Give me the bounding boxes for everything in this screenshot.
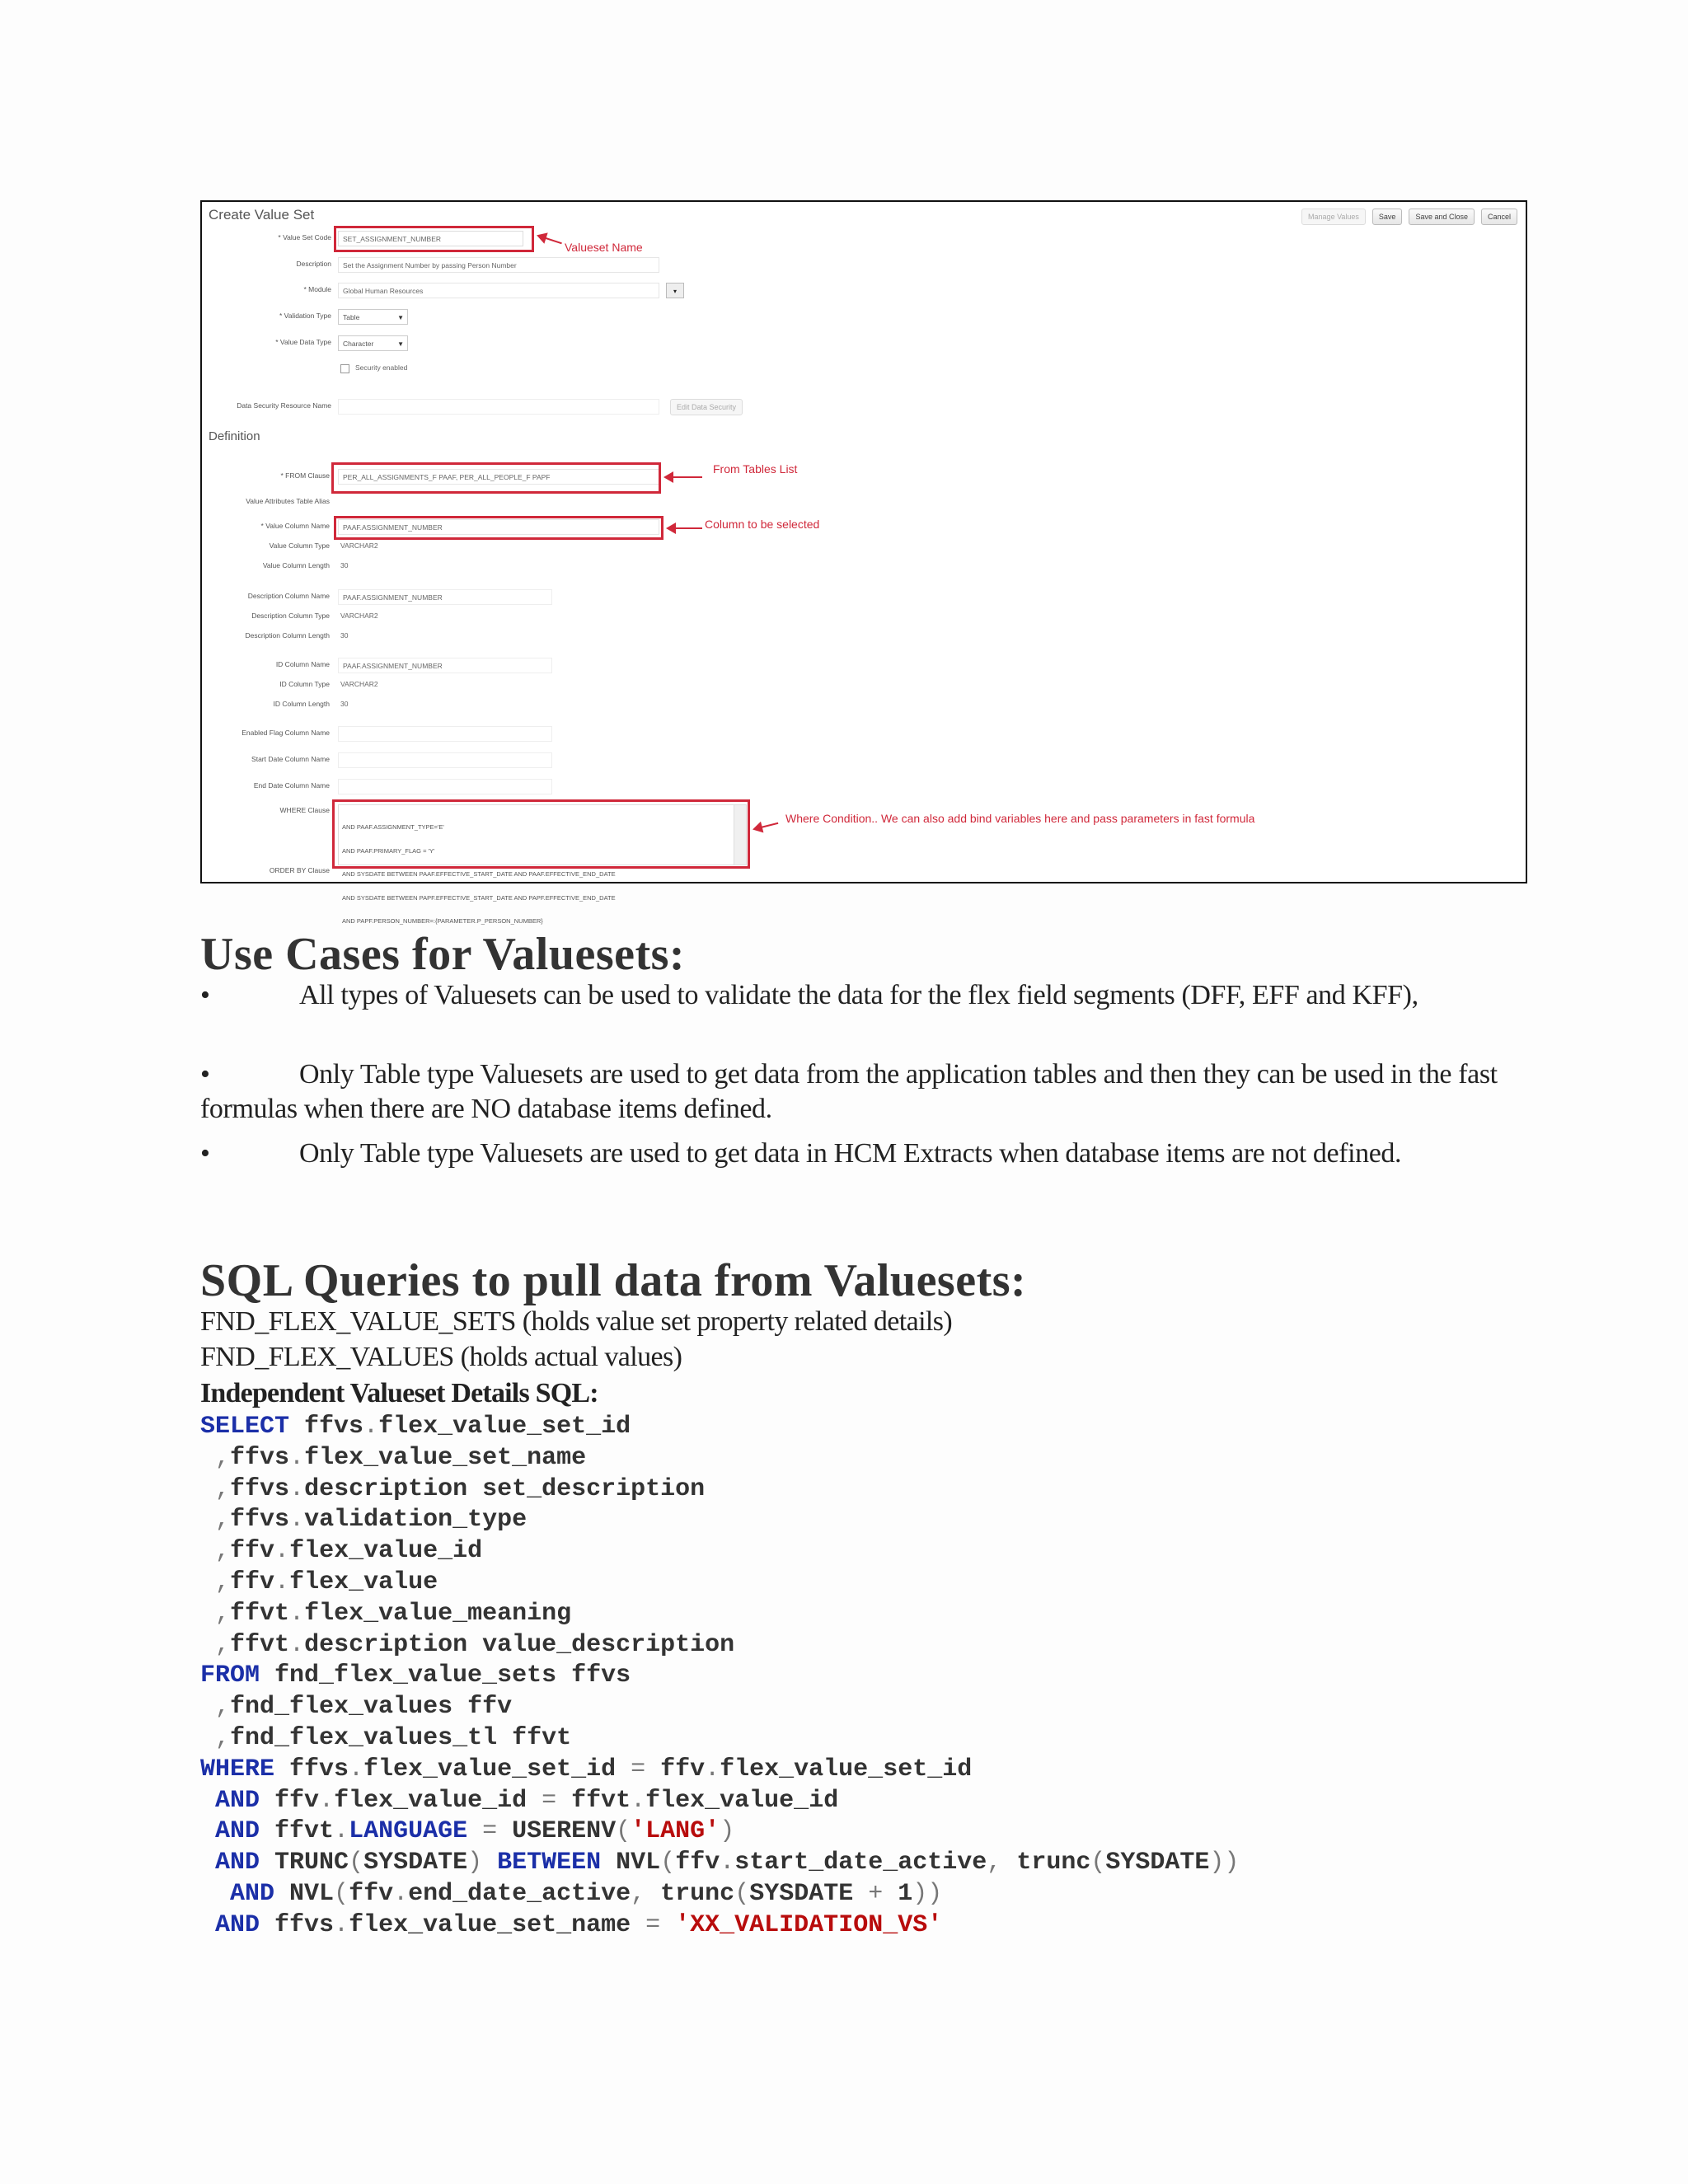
list-item — [200, 1137, 1503, 1171]
id-column-length-label: ID Column Length — [273, 700, 330, 708]
sql-code-block: SELECT ffvs.flex_value_set_id ,ffvs.flex_value_set_name ,ffvs.description set_description ,ffvs.validation_type ,ffv.flex_value_id ,ffv.flex_value ,ffvt.flex_value_meaning ,ffvt.description value_description FROM fnd_flex_value_sets ffvs ,fnd_flex_values ffv ,fnd_flex_values_tl ffvt WHERE ffvs.flex_value_set_id = ffv.flex_value_set_id AND ffv.flex_value_id = ffvt.flex_value_id AND ffvt.LANGUAGE = USERENV('LANG') AND TRUNC(SYSDATE) BETWEEN NVL(ffv.start_date_active, trunc(SYSDATE)) AND NVL(ffv.end_date_active, trunc(SYSDATE + 1)) AND ffvs.flex_value_set_name = 'XX_VALIDATION_VS' — [200, 1413, 1240, 1939]
fnd-flex-value-sets-line: FND_FLEX_VALUE_SETS (holds value set property related details) — [200, 1306, 953, 1337]
bullet-text: All types of Valuesets can be used to validate the data for the flex field segments (DFF, EFF and KFF), — [299, 980, 1418, 1010]
start-date-column-field[interactable] — [338, 752, 552, 768]
where-clause-textarea[interactable] — [338, 804, 747, 925]
create-value-set-screenshot — [200, 200, 1527, 925]
validation-type-label: * Validation Type — [279, 312, 331, 320]
highlight-value-column — [334, 516, 663, 540]
enabled-flag-column-field[interactable] — [338, 726, 552, 742]
value-data-type-select[interactable] — [338, 335, 408, 351]
cancel-button[interactable]: Cancel — [1481, 209, 1517, 225]
description-column-length: 30 — [340, 631, 349, 640]
note-from-tables: From Tables List — [713, 462, 798, 476]
description-column-length-label: Description Column Length — [245, 631, 330, 640]
security-enabled-checkbox[interactable] — [340, 364, 349, 373]
sql-queries-heading: SQL Queries to pull data from Valuesets: — [200, 1255, 1027, 1306]
arrow-where-condition — [754, 823, 779, 830]
description-column-name-field[interactable]: PAAF.ASSIGNMENT_NUMBER — [338, 589, 552, 605]
value-column-length: 30 — [340, 561, 349, 569]
value-column-name-label: * Value Column Name — [260, 522, 330, 530]
where-clause-line: AND PAAF.ASSIGNMENT_TYPE='E' — [342, 823, 444, 831]
where-clause-label: WHERE Clause — [279, 806, 330, 814]
value-attributes-alias-label: Value Attributes Table Alias — [246, 497, 330, 505]
enabled-flag-column-label: Enabled Flag Column Name — [241, 729, 330, 737]
arrow-valueset-name — [538, 235, 562, 244]
chevron-down-icon: ▼ — [397, 314, 404, 321]
value-column-type: VARCHAR2 — [340, 541, 378, 550]
end-date-column-label: End Date Column Name — [253, 781, 330, 790]
manage-values-button[interactable]: Manage Values — [1301, 209, 1366, 225]
save-button[interactable]: Save — [1372, 209, 1403, 225]
module-dropdown-button[interactable]: ▾ — [666, 283, 684, 298]
validation-type-select[interactable] — [338, 309, 408, 325]
end-date-column-field[interactable] — [338, 779, 552, 794]
validation-type-value: Table — [343, 313, 360, 321]
bullet-icon: • — [200, 1059, 210, 1090]
note-where-condition: Where Condition.. We can also add bind variables here and pass parameters in fast formula — [785, 812, 1255, 825]
value-column-type-label: Value Column Type — [269, 541, 330, 550]
id-column-type-label: ID Column Type — [279, 680, 330, 688]
description-field[interactable]: Set the Assignment Number by passing Person Number — [338, 257, 659, 273]
module-field[interactable]: Global Human Resources — [338, 283, 659, 298]
description-column-name-label: Description Column Name — [247, 592, 330, 600]
screenshot-title: Create Value Set — [209, 207, 315, 223]
bullet-text: Only Table type Valuesets are used to get data from the application tables and then they can be used in the fast formulas when there are NO database items defined. — [200, 1059, 1498, 1124]
list-item — [200, 978, 1503, 1013]
value-set-code-field[interactable]: SET_ASSIGNMENT_NUMBER — [338, 231, 523, 246]
order-by-clause-label: ORDER BY Clause — [269, 866, 330, 874]
arrow-from-tables — [665, 476, 702, 478]
from-clause-label: * FROM Clause — [280, 471, 330, 480]
data-security-label: Data Security Resource Name — [237, 401, 331, 410]
chevron-down-icon: ▼ — [397, 340, 404, 348]
description-label: Description — [296, 260, 331, 268]
id-column-type: VARCHAR2 — [340, 680, 378, 688]
note-column-selected: Column to be selected — [705, 518, 820, 531]
bullet-icon: • — [200, 1138, 210, 1169]
bullet-icon: • — [200, 980, 210, 1010]
highlight-from-clause — [331, 462, 661, 494]
independent-valueset-subheading: Independent Valueset Details SQL: — [200, 1378, 598, 1408]
from-clause-field[interactable]: PER_ALL_ASSIGNMENTS_F PAAF, PER_ALL_PEOPLE_F PAPF — [338, 469, 659, 485]
value-data-type-value: Character — [343, 340, 374, 348]
bullet-text: Only Table type Valuesets are used to get data in HCM Extracts when database items are not defined. — [299, 1138, 1402, 1169]
use-cases-heading: Use Cases for Valuesets: — [200, 929, 686, 980]
where-clause-line: AND PAPF.PERSON_NUMBER=:{PARAMETER.P_PERSON_NUMBER} — [342, 917, 543, 925]
highlight-valueset-name — [334, 226, 534, 252]
note-valueset-name: Valueset Name — [565, 241, 643, 254]
where-clause-text — [342, 808, 616, 941]
list-item — [200, 1057, 1503, 1127]
where-clause-scrollbar[interactable] — [734, 805, 746, 865]
value-column-length-label: Value Column Length — [262, 561, 330, 569]
where-clause-line: AND PAAF.PRIMARY_FLAG = 'Y' — [342, 846, 435, 855]
start-date-column-label: Start Date Column Name — [251, 755, 330, 763]
fnd-flex-values-line: FND_FLEX_VALUES (holds actual values) — [200, 1342, 682, 1372]
save-and-close-button[interactable]: Save and Close — [1409, 209, 1475, 225]
where-clause-line: AND SYSDATE BETWEEN PAPF.EFFECTIVE_START_DATE AND PAPF.EFFECTIVE_END_DATE — [342, 893, 616, 902]
id-column-name-label: ID Column Name — [275, 660, 330, 668]
screenshot-toolbar — [1301, 209, 1517, 225]
data-security-field[interactable] — [338, 399, 659, 415]
definition-section-title: Definition — [209, 429, 260, 443]
where-clause-line: AND SYSDATE BETWEEN PAAF.EFFECTIVE_START_DATE AND PAAF.EFFECTIVE_END_DATE — [342, 870, 616, 878]
security-enabled-label: Security enabled — [355, 363, 408, 372]
module-label: * Module — [303, 285, 331, 293]
value-set-code-label: * Value Set Code — [278, 233, 331, 241]
edit-data-security-button[interactable]: Edit Data Security — [670, 399, 743, 415]
value-data-type-label: * Value Data Type — [275, 338, 331, 346]
id-column-name-field[interactable]: PAAF.ASSIGNMENT_NUMBER — [338, 658, 552, 673]
id-column-length: 30 — [340, 700, 349, 708]
description-column-type: VARCHAR2 — [340, 612, 378, 620]
value-column-name-field[interactable]: PAAF.ASSIGNMENT_NUMBER — [338, 519, 659, 535]
description-column-type-label: Description Column Type — [251, 612, 330, 620]
arrow-column-selected — [668, 527, 702, 529]
